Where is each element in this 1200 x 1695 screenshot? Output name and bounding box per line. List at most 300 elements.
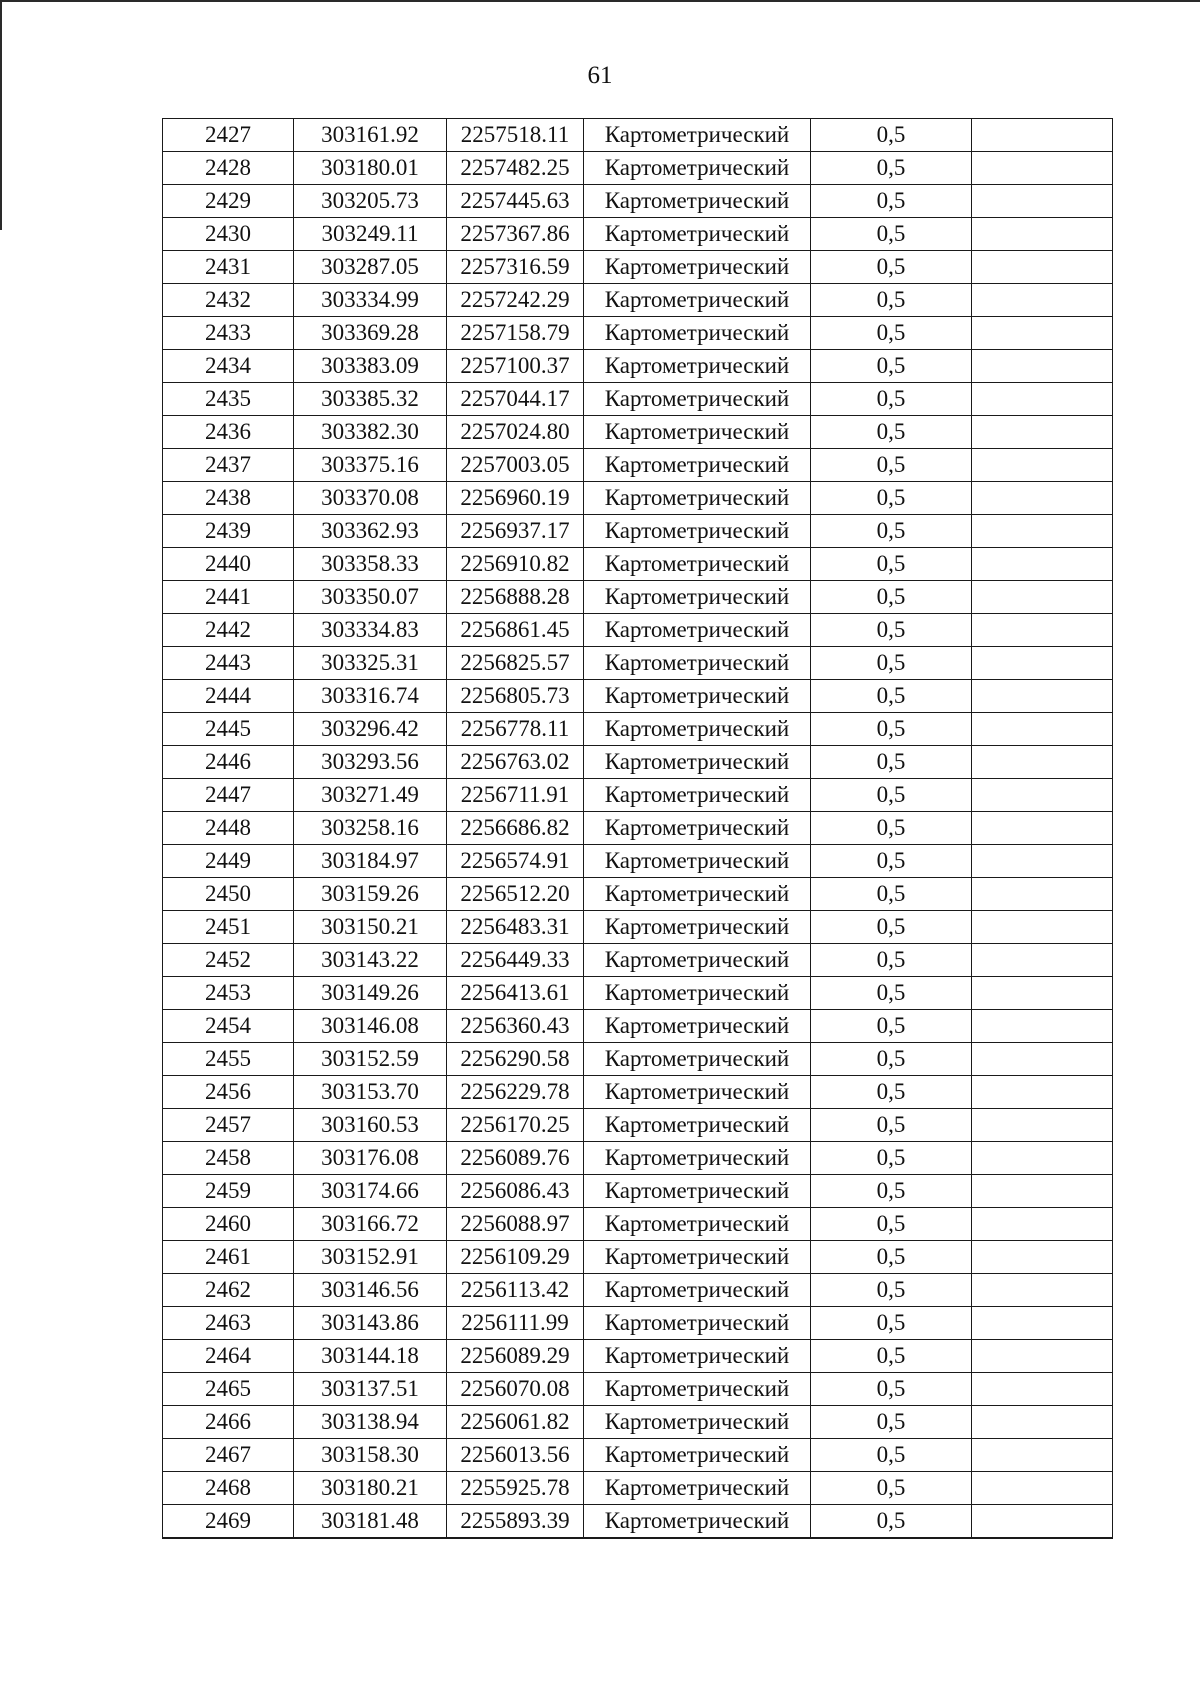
page-number: 61 <box>587 62 613 89</box>
y-coordinate-cell: 2256483.31 <box>447 911 584 944</box>
accuracy-cell: 0,5 <box>811 1472 972 1505</box>
accuracy-cell: 0,5 <box>811 1373 972 1406</box>
method-cell: Картометрический <box>584 416 811 449</box>
x-coordinate-cell: 303205.73 <box>294 185 447 218</box>
note-cell <box>972 878 1113 911</box>
x-coordinate-cell: 303375.16 <box>294 449 447 482</box>
method-cell: Картометрический <box>584 1307 811 1340</box>
point-number-cell: 2444 <box>163 680 294 713</box>
table-row <box>163 977 1113 1010</box>
method-cell: Картометрический <box>584 1175 811 1208</box>
note-cell <box>972 251 1113 284</box>
y-coordinate-cell: 2257100.37 <box>447 350 584 383</box>
x-coordinate-cell: 303180.01 <box>294 152 447 185</box>
x-coordinate-cell: 303334.83 <box>294 614 447 647</box>
point-number-cell: 2451 <box>163 911 294 944</box>
accuracy-cell: 0,5 <box>811 383 972 416</box>
accuracy-cell: 0,5 <box>811 119 972 152</box>
accuracy-cell: 0,5 <box>811 1142 972 1175</box>
x-coordinate-cell: 303382.30 <box>294 416 447 449</box>
y-coordinate-cell: 2256360.43 <box>447 1010 584 1043</box>
y-coordinate-cell: 2257482.25 <box>447 152 584 185</box>
point-number-cell: 2436 <box>163 416 294 449</box>
table-row <box>163 218 1113 251</box>
point-number-cell: 2438 <box>163 482 294 515</box>
table-row <box>163 1208 1113 1241</box>
coordinates-table-body <box>163 119 1113 1539</box>
y-coordinate-cell: 2257518.11 <box>447 119 584 152</box>
note-cell <box>972 152 1113 185</box>
method-cell: Картометрический <box>584 1109 811 1142</box>
method-cell: Картометрический <box>584 482 811 515</box>
table-row <box>163 1076 1113 1109</box>
table-row <box>163 383 1113 416</box>
point-number-cell: 2463 <box>163 1307 294 1340</box>
note-cell <box>972 1406 1113 1439</box>
table-row <box>163 152 1113 185</box>
point-number-cell: 2429 <box>163 185 294 218</box>
note-cell <box>972 449 1113 482</box>
point-number-cell: 2430 <box>163 218 294 251</box>
method-cell: Картометрический <box>584 1406 811 1439</box>
point-number-cell: 2458 <box>163 1142 294 1175</box>
table-row <box>163 1472 1113 1505</box>
method-cell: Картометрический <box>584 746 811 779</box>
accuracy-cell: 0,5 <box>811 1307 972 1340</box>
accuracy-cell: 0,5 <box>811 680 972 713</box>
point-number-cell: 2466 <box>163 1406 294 1439</box>
y-coordinate-cell: 2256910.82 <box>447 548 584 581</box>
y-coordinate-cell: 2256711.91 <box>447 779 584 812</box>
point-number-cell: 2437 <box>163 449 294 482</box>
accuracy-cell: 0,5 <box>811 1208 972 1241</box>
y-coordinate-cell: 2255893.39 <box>447 1505 584 1539</box>
y-coordinate-cell: 2256061.82 <box>447 1406 584 1439</box>
y-coordinate-cell: 2256086.43 <box>447 1175 584 1208</box>
note-cell <box>972 581 1113 614</box>
table-row <box>163 284 1113 317</box>
x-coordinate-cell: 303153.70 <box>294 1076 447 1109</box>
x-coordinate-cell: 303249.11 <box>294 218 447 251</box>
accuracy-cell: 0,5 <box>811 284 972 317</box>
x-coordinate-cell: 303161.92 <box>294 119 447 152</box>
accuracy-cell: 0,5 <box>811 1274 972 1307</box>
table-row <box>163 185 1113 218</box>
method-cell: Картометрический <box>584 1274 811 1307</box>
point-number-cell: 2468 <box>163 1472 294 1505</box>
accuracy-cell: 0,5 <box>811 1241 972 1274</box>
y-coordinate-cell: 2256111.99 <box>447 1307 584 1340</box>
y-coordinate-cell: 2257024.80 <box>447 416 584 449</box>
y-coordinate-cell: 2257158.79 <box>447 317 584 350</box>
method-cell: Картометрический <box>584 614 811 647</box>
y-coordinate-cell: 2256089.76 <box>447 1142 584 1175</box>
point-number-cell: 2453 <box>163 977 294 1010</box>
note-cell <box>972 1208 1113 1241</box>
y-coordinate-cell: 2256113.42 <box>447 1274 584 1307</box>
note-cell <box>972 284 1113 317</box>
scan-left-border <box>0 0 2 230</box>
note-cell <box>972 548 1113 581</box>
note-cell <box>972 1340 1113 1373</box>
x-coordinate-cell: 303370.08 <box>294 482 447 515</box>
x-coordinate-cell: 303166.72 <box>294 1208 447 1241</box>
accuracy-cell: 0,5 <box>811 845 972 878</box>
table-row <box>163 119 1113 152</box>
x-coordinate-cell: 303143.22 <box>294 944 447 977</box>
x-coordinate-cell: 303160.53 <box>294 1109 447 1142</box>
point-number-cell: 2431 <box>163 251 294 284</box>
x-coordinate-cell: 303293.56 <box>294 746 447 779</box>
y-coordinate-cell: 2256290.58 <box>447 1043 584 1076</box>
method-cell: Картометрический <box>584 680 811 713</box>
coordinates-table <box>162 118 1113 1539</box>
method-cell: Картометрический <box>584 1439 811 1472</box>
point-number-cell: 2447 <box>163 779 294 812</box>
table-row <box>163 1439 1113 1472</box>
accuracy-cell: 0,5 <box>811 1175 972 1208</box>
x-coordinate-cell: 303362.93 <box>294 515 447 548</box>
x-coordinate-cell: 303316.74 <box>294 680 447 713</box>
method-cell: Картометрический <box>584 185 811 218</box>
point-number-cell: 2448 <box>163 812 294 845</box>
accuracy-cell: 0,5 <box>811 251 972 284</box>
note-cell <box>972 416 1113 449</box>
note-cell <box>972 383 1113 416</box>
accuracy-cell: 0,5 <box>811 317 972 350</box>
note-cell <box>972 779 1113 812</box>
point-number-cell: 2460 <box>163 1208 294 1241</box>
point-number-cell: 2469 <box>163 1505 294 1539</box>
accuracy-cell: 0,5 <box>811 416 972 449</box>
x-coordinate-cell: 303174.66 <box>294 1175 447 1208</box>
table-row <box>163 944 1113 977</box>
x-coordinate-cell: 303146.08 <box>294 1010 447 1043</box>
x-coordinate-cell: 303287.05 <box>294 251 447 284</box>
method-cell: Картометрический <box>584 1076 811 1109</box>
note-cell <box>972 1307 1113 1340</box>
y-coordinate-cell: 2256449.33 <box>447 944 584 977</box>
y-coordinate-cell: 2256805.73 <box>447 680 584 713</box>
accuracy-cell: 0,5 <box>811 1340 972 1373</box>
y-coordinate-cell: 2256413.61 <box>447 977 584 1010</box>
accuracy-cell: 0,5 <box>811 548 972 581</box>
note-cell <box>972 1241 1113 1274</box>
x-coordinate-cell: 303184.97 <box>294 845 447 878</box>
table-row <box>163 1505 1113 1539</box>
point-number-cell: 2456 <box>163 1076 294 1109</box>
note-cell <box>972 1274 1113 1307</box>
point-number-cell: 2440 <box>163 548 294 581</box>
table-row <box>163 251 1113 284</box>
note-cell <box>972 1043 1113 1076</box>
method-cell: Картометрический <box>584 1340 811 1373</box>
x-coordinate-cell: 303369.28 <box>294 317 447 350</box>
table-row <box>163 1109 1113 1142</box>
note-cell <box>972 1175 1113 1208</box>
point-number-cell: 2450 <box>163 878 294 911</box>
x-coordinate-cell: 303350.07 <box>294 581 447 614</box>
table-row <box>163 1142 1113 1175</box>
accuracy-cell: 0,5 <box>811 1406 972 1439</box>
note-cell <box>972 1142 1113 1175</box>
note-cell <box>972 482 1113 515</box>
point-number-cell: 2434 <box>163 350 294 383</box>
table-row <box>163 845 1113 878</box>
x-coordinate-cell: 303176.08 <box>294 1142 447 1175</box>
table-row <box>163 1043 1113 1076</box>
x-coordinate-cell: 303152.59 <box>294 1043 447 1076</box>
x-coordinate-cell: 303258.16 <box>294 812 447 845</box>
method-cell: Картометрический <box>584 152 811 185</box>
note-cell <box>972 515 1113 548</box>
method-cell: Картометрический <box>584 548 811 581</box>
point-number-cell: 2432 <box>163 284 294 317</box>
note-cell <box>972 1010 1113 1043</box>
note-cell <box>972 911 1113 944</box>
note-cell <box>972 680 1113 713</box>
y-coordinate-cell: 2256088.97 <box>447 1208 584 1241</box>
note-cell <box>972 713 1113 746</box>
point-number-cell: 2442 <box>163 614 294 647</box>
x-coordinate-cell: 303296.42 <box>294 713 447 746</box>
method-cell: Картометрический <box>584 1241 811 1274</box>
point-number-cell: 2461 <box>163 1241 294 1274</box>
table-row <box>163 812 1113 845</box>
accuracy-cell: 0,5 <box>811 581 972 614</box>
table-row <box>163 581 1113 614</box>
y-coordinate-cell: 2256229.78 <box>447 1076 584 1109</box>
table-row <box>163 911 1113 944</box>
accuracy-cell: 0,5 <box>811 1439 972 1472</box>
accuracy-cell: 0,5 <box>811 1076 972 1109</box>
table-row <box>163 614 1113 647</box>
y-coordinate-cell: 2256960.19 <box>447 482 584 515</box>
method-cell: Картометрический <box>584 845 811 878</box>
x-coordinate-cell: 303159.26 <box>294 878 447 911</box>
x-coordinate-cell: 303181.48 <box>294 1505 447 1539</box>
table-row <box>163 1340 1113 1373</box>
point-number-cell: 2439 <box>163 515 294 548</box>
y-coordinate-cell: 2256861.45 <box>447 614 584 647</box>
x-coordinate-cell: 303152.91 <box>294 1241 447 1274</box>
note-cell <box>972 977 1113 1010</box>
y-coordinate-cell: 2256686.82 <box>447 812 584 845</box>
x-coordinate-cell: 303180.21 <box>294 1472 447 1505</box>
accuracy-cell: 0,5 <box>811 218 972 251</box>
accuracy-cell: 0,5 <box>811 350 972 383</box>
method-cell: Картометрический <box>584 647 811 680</box>
point-number-cell: 2455 <box>163 1043 294 1076</box>
table-row <box>163 1010 1113 1043</box>
method-cell: Картометрический <box>584 218 811 251</box>
accuracy-cell: 0,5 <box>811 878 972 911</box>
method-cell: Картометрический <box>584 1505 811 1539</box>
note-cell <box>972 845 1113 878</box>
accuracy-cell: 0,5 <box>811 944 972 977</box>
accuracy-cell: 0,5 <box>811 1043 972 1076</box>
method-cell: Картометрический <box>584 1010 811 1043</box>
table-row <box>163 350 1113 383</box>
note-cell <box>972 317 1113 350</box>
method-cell: Картометрический <box>584 1472 811 1505</box>
point-number-cell: 2454 <box>163 1010 294 1043</box>
note-cell <box>972 614 1113 647</box>
x-coordinate-cell: 303325.31 <box>294 647 447 680</box>
x-coordinate-cell: 303385.32 <box>294 383 447 416</box>
table-row <box>163 680 1113 713</box>
point-number-cell: 2433 <box>163 317 294 350</box>
x-coordinate-cell: 303271.49 <box>294 779 447 812</box>
y-coordinate-cell: 2257367.86 <box>447 218 584 251</box>
note-cell <box>972 746 1113 779</box>
accuracy-cell: 0,5 <box>811 1505 972 1539</box>
method-cell: Картометрический <box>584 911 811 944</box>
x-coordinate-cell: 303149.26 <box>294 977 447 1010</box>
point-number-cell: 2462 <box>163 1274 294 1307</box>
accuracy-cell: 0,5 <box>811 977 972 1010</box>
point-number-cell: 2445 <box>163 713 294 746</box>
method-cell: Картометрический <box>584 317 811 350</box>
accuracy-cell: 0,5 <box>811 1010 972 1043</box>
y-coordinate-cell: 2256937.17 <box>447 515 584 548</box>
point-number-cell: 2435 <box>163 383 294 416</box>
x-coordinate-cell: 303334.99 <box>294 284 447 317</box>
accuracy-cell: 0,5 <box>811 746 972 779</box>
table-row <box>163 1307 1113 1340</box>
accuracy-cell: 0,5 <box>811 1109 972 1142</box>
method-cell: Картометрический <box>584 1373 811 1406</box>
y-coordinate-cell: 2256888.28 <box>447 581 584 614</box>
method-cell: Картометрический <box>584 119 811 152</box>
note-cell <box>972 1472 1113 1505</box>
table-row <box>163 878 1113 911</box>
accuracy-cell: 0,5 <box>811 152 972 185</box>
note-cell <box>972 218 1113 251</box>
y-coordinate-cell: 2257445.63 <box>447 185 584 218</box>
table-row <box>163 1406 1113 1439</box>
x-coordinate-cell: 303150.21 <box>294 911 447 944</box>
table-row <box>163 548 1113 581</box>
table-row <box>163 416 1113 449</box>
y-coordinate-cell: 2257316.59 <box>447 251 584 284</box>
method-cell: Картометрический <box>584 944 811 977</box>
accuracy-cell: 0,5 <box>811 515 972 548</box>
method-cell: Картометрический <box>584 1208 811 1241</box>
y-coordinate-cell: 2256089.29 <box>447 1340 584 1373</box>
method-cell: Картометрический <box>584 713 811 746</box>
point-number-cell: 2457 <box>163 1109 294 1142</box>
accuracy-cell: 0,5 <box>811 779 972 812</box>
y-coordinate-cell: 2257044.17 <box>447 383 584 416</box>
method-cell: Картометрический <box>584 515 811 548</box>
y-coordinate-cell: 2256013.56 <box>447 1439 584 1472</box>
method-cell: Картометрический <box>584 977 811 1010</box>
x-coordinate-cell: 303358.33 <box>294 548 447 581</box>
accuracy-cell: 0,5 <box>811 911 972 944</box>
method-cell: Картометрический <box>584 251 811 284</box>
point-number-cell: 2464 <box>163 1340 294 1373</box>
method-cell: Картометрический <box>584 812 811 845</box>
x-coordinate-cell: 303146.56 <box>294 1274 447 1307</box>
method-cell: Картометрический <box>584 449 811 482</box>
note-cell <box>972 1076 1113 1109</box>
table-row <box>163 1274 1113 1307</box>
note-cell <box>972 812 1113 845</box>
point-number-cell: 2441 <box>163 581 294 614</box>
x-coordinate-cell: 303144.18 <box>294 1340 447 1373</box>
x-coordinate-cell: 303158.30 <box>294 1439 447 1472</box>
note-cell <box>972 1373 1113 1406</box>
note-cell <box>972 1505 1113 1539</box>
method-cell: Картометрический <box>584 284 811 317</box>
point-number-cell: 2443 <box>163 647 294 680</box>
accuracy-cell: 0,5 <box>811 482 972 515</box>
x-coordinate-cell: 303143.86 <box>294 1307 447 1340</box>
point-number-cell: 2428 <box>163 152 294 185</box>
accuracy-cell: 0,5 <box>811 449 972 482</box>
table-row <box>163 482 1113 515</box>
y-coordinate-cell: 2256825.57 <box>447 647 584 680</box>
accuracy-cell: 0,5 <box>811 713 972 746</box>
point-number-cell: 2427 <box>163 119 294 152</box>
point-number-cell: 2446 <box>163 746 294 779</box>
accuracy-cell: 0,5 <box>811 812 972 845</box>
method-cell: Картометрический <box>584 1043 811 1076</box>
y-coordinate-cell: 2256170.25 <box>447 1109 584 1142</box>
table-row <box>163 1175 1113 1208</box>
table-row <box>163 647 1113 680</box>
x-coordinate-cell: 303383.09 <box>294 350 447 383</box>
table-row <box>163 1373 1113 1406</box>
table-row <box>163 515 1113 548</box>
accuracy-cell: 0,5 <box>811 185 972 218</box>
note-cell <box>972 944 1113 977</box>
y-coordinate-cell: 2256512.20 <box>447 878 584 911</box>
method-cell: Картометрический <box>584 1142 811 1175</box>
table-row <box>163 449 1113 482</box>
note-cell <box>972 185 1113 218</box>
note-cell <box>972 1109 1113 1142</box>
y-coordinate-cell: 2256109.29 <box>447 1241 584 1274</box>
note-cell <box>972 350 1113 383</box>
point-number-cell: 2465 <box>163 1373 294 1406</box>
point-number-cell: 2467 <box>163 1439 294 1472</box>
accuracy-cell: 0,5 <box>811 647 972 680</box>
scan-top-border <box>0 0 1200 2</box>
table-row <box>163 317 1113 350</box>
table-row <box>163 713 1113 746</box>
method-cell: Картометрический <box>584 581 811 614</box>
y-coordinate-cell: 2257242.29 <box>447 284 584 317</box>
table-row <box>163 746 1113 779</box>
table-row <box>163 779 1113 812</box>
method-cell: Картометрический <box>584 383 811 416</box>
y-coordinate-cell: 2256070.08 <box>447 1373 584 1406</box>
y-coordinate-cell: 2256778.11 <box>447 713 584 746</box>
accuracy-cell: 0,5 <box>811 614 972 647</box>
note-cell <box>972 1439 1113 1472</box>
method-cell: Картометрический <box>584 350 811 383</box>
y-coordinate-cell: 2257003.05 <box>447 449 584 482</box>
x-coordinate-cell: 303138.94 <box>294 1406 447 1439</box>
table-row <box>163 1241 1113 1274</box>
y-coordinate-cell: 2256574.91 <box>447 845 584 878</box>
method-cell: Картометрический <box>584 878 811 911</box>
x-coordinate-cell: 303137.51 <box>294 1373 447 1406</box>
method-cell: Картометрический <box>584 779 811 812</box>
point-number-cell: 2452 <box>163 944 294 977</box>
